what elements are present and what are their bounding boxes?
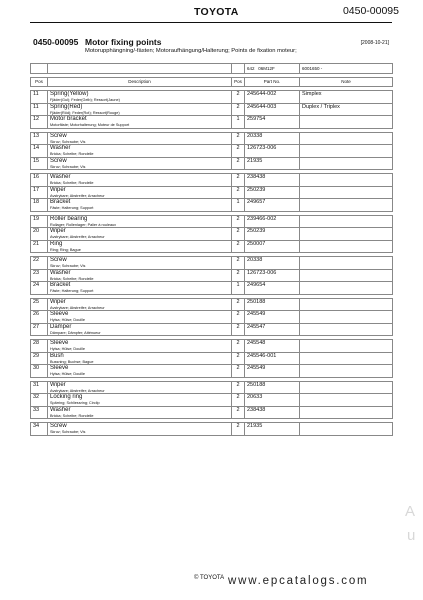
cell-description: [48, 406, 232, 419]
cell-note: [300, 186, 393, 199]
side-ghost-letter: u: [407, 527, 416, 544]
cell-part-no: 245547: [245, 323, 300, 336]
col-header-note: Note: [300, 78, 393, 87]
cell-part-no: 20633: [245, 394, 300, 407]
cell-note: [300, 340, 393, 353]
description-translations: Fäste; Halterung; Support: [50, 206, 94, 210]
section-subtitle: Motorupphängning/-fästen; Motoraufhängung/Halterung; Points de fixation moteur;: [85, 48, 297, 54]
description-translations: Bricka; Scheibe; Rondelle: [50, 152, 94, 156]
cell-description: [48, 145, 232, 158]
cell-description: [48, 199, 232, 212]
description-translations: Spärring; Schliessring; Circlip: [50, 401, 100, 405]
cell-part-no: 250239: [245, 228, 300, 241]
cell-pos: 30: [31, 365, 48, 378]
cell-qty: 2: [232, 423, 245, 436]
section-code: 0450-00095: [33, 37, 79, 47]
cell-part-no: 249657: [245, 199, 300, 212]
description-translations: Bricka; Scheibe; Rondelle: [50, 276, 94, 281]
cell-part-no: 21935: [245, 423, 300, 436]
cell-qty: 1: [232, 199, 245, 212]
description-translations: Bricka; Scheibe; Rondelle: [50, 181, 94, 185]
description-main: Bush: [50, 352, 64, 359]
description-main: Spring(Yellow): [50, 91, 89, 97]
cell-note: [300, 311, 393, 324]
description-translations: Skruv; Schraube; Vis: [50, 164, 86, 169]
table-row: [31, 186, 393, 199]
cell-qty: 2: [232, 186, 245, 199]
table-row: [31, 282, 393, 295]
description-main: Washer: [50, 174, 71, 180]
cell-pos: 21: [31, 240, 48, 253]
description-main: Sleeve: [50, 340, 69, 346]
cell-part-no: 21935: [245, 157, 300, 170]
cell-part-no: 238438: [245, 174, 300, 187]
cell-part-no: 250007: [245, 240, 300, 253]
description-main: Wiper: [50, 228, 66, 234]
description-translations: Fäste; Halterung; Support: [50, 289, 94, 293]
cell-qty: 2: [232, 215, 245, 228]
cell-note: [300, 215, 393, 228]
cell-part-no: 245644-002: [245, 91, 300, 104]
cell-description: [48, 282, 232, 295]
table-row: [31, 103, 393, 116]
parts-table: [30, 63, 393, 436]
cell-description: [48, 423, 232, 436]
cell-description: [48, 174, 232, 187]
cell-note: [300, 132, 393, 145]
description-translations: Ring; Ring; Bague: [50, 247, 81, 252]
description-main: Damper: [50, 323, 72, 330]
cell-qty: 2: [232, 91, 245, 104]
cell-description: [48, 116, 232, 129]
cell-part-no: 250239: [245, 186, 300, 199]
cell-part-no: 245546-001: [245, 352, 300, 365]
description-translations: Avstrykare; Abstreifer; Arracheur: [50, 193, 105, 198]
description-translations: Dämpare; Dämpfer; Atténueur: [50, 330, 101, 335]
cell-note: [300, 352, 393, 365]
cell-qty: 2: [232, 174, 245, 187]
description-main: Locking ring: [50, 394, 83, 400]
meta-row: [31, 64, 393, 74]
table-row: [31, 298, 393, 311]
cell-description: [48, 352, 232, 365]
table-row: [31, 381, 393, 394]
cell-pos: 22: [31, 257, 48, 270]
description-translations: Skruv; Schraube; Vis: [50, 430, 86, 434]
table-row: [31, 311, 393, 324]
description-main: Sleeve: [50, 365, 69, 371]
cell-description: [48, 340, 232, 353]
cell-description: [48, 381, 232, 394]
table-row: [31, 228, 393, 241]
cell-qty: 1: [232, 116, 245, 129]
cell-part-no: 249654: [245, 282, 300, 295]
description-translations: Rullager; Rollenlager; Palier à rouleaux: [50, 222, 117, 227]
cell-description: [48, 228, 232, 241]
cell-description: [48, 132, 232, 145]
cell-pos: 28: [31, 340, 48, 353]
cell-pos: 24: [31, 282, 48, 295]
description-translations: Avstrykare; Abstreifer; Arracheur: [50, 235, 105, 239]
header-row: [31, 78, 393, 87]
cell-note: Duplex / Triplex: [300, 103, 393, 116]
description-main: Bracket: [50, 282, 71, 288]
meta-model: 642 06M12F: [245, 64, 300, 74]
description-main: Bracket: [50, 199, 71, 205]
side-ghost-letter: A: [405, 503, 416, 520]
cell-note: [300, 145, 393, 158]
description-main: Screw: [50, 157, 67, 164]
cell-part-no: 245549: [245, 365, 300, 378]
cell-qty: 2: [232, 394, 245, 407]
description-translations: Bricka; Scheibe; Rondelle: [50, 413, 94, 418]
cell-pos: 19: [31, 215, 48, 228]
cell-qty: 2: [232, 406, 245, 419]
cell-qty: 1: [232, 282, 245, 295]
cell-pos: 26: [31, 311, 48, 324]
description-translations: Hylsa; Hülse; Douille: [50, 347, 86, 351]
cell-note: Simplex: [300, 91, 393, 104]
cell-description: [48, 269, 232, 282]
footer-logo: © TOYOTA: [194, 575, 225, 581]
description-main: Washer: [50, 269, 71, 276]
cell-note: [300, 257, 393, 270]
table-row: [31, 406, 393, 419]
col-header-pos: Pos: [31, 78, 48, 87]
section-title: Motor fixing points: [85, 37, 162, 47]
description-main: Sleeve: [50, 311, 69, 317]
table-row: [31, 174, 393, 187]
cell-qty: 2: [232, 228, 245, 241]
col-header-description: Description: [48, 78, 232, 87]
description-main: Washer: [50, 406, 71, 413]
cell-pos: 14: [31, 145, 48, 158]
description-main: Motor bracket: [50, 116, 87, 122]
cell-note: [300, 394, 393, 407]
cell-pos: 25: [31, 298, 48, 311]
cell-description: [48, 240, 232, 253]
table-row: [31, 145, 393, 158]
description-translations: Fjäder(Röd); Feder(Rot); Ressort(Rouge): [50, 110, 120, 115]
description-translations: Fjäder(Gul); Feder(Gelb); Ressort(Jaune): [50, 98, 120, 102]
cell-qty: 2: [232, 132, 245, 145]
description-main: Washer: [50, 145, 71, 151]
brand-header: TOYOTA: [194, 6, 239, 18]
description-main: Spring(Red): [50, 103, 83, 110]
table-row: [31, 269, 393, 282]
table-row: [31, 323, 393, 336]
cell-pos: 11: [31, 91, 48, 104]
cell-note: [300, 199, 393, 212]
description-translations: Skruv; Schraube; Vis: [50, 139, 86, 144]
description-main: Wiper: [50, 381, 66, 388]
cell-pos: 29: [31, 352, 48, 365]
cell-note: [300, 423, 393, 436]
description-translations: Bussning; Buchse; Bague: [50, 359, 94, 364]
cell-pos: 33: [31, 406, 48, 419]
cell-note: [300, 174, 393, 187]
description-main: Wiper: [50, 298, 66, 305]
header-rule: [30, 22, 392, 23]
cell-note: [300, 282, 393, 295]
cell-description: [48, 103, 232, 116]
cell-note: [300, 228, 393, 241]
cell-description: [48, 298, 232, 311]
cell-pos: 27: [31, 323, 48, 336]
description-translations: Avstrykare; Abstreifer; Arracheur: [50, 388, 105, 393]
description-translations: Hylsa; Hülse; Douille: [50, 318, 86, 322]
cell-qty: 2: [232, 240, 245, 253]
cell-pos: 20: [31, 228, 48, 241]
cell-pos: 16: [31, 174, 48, 187]
table-row: [31, 340, 393, 353]
cell-pos: 13: [31, 132, 48, 145]
cell-qty: 2: [232, 365, 245, 378]
table-row: [31, 423, 393, 436]
col-header-qty: Pos: [232, 78, 245, 87]
description-translations: Hylsa; Hülse; Douille: [50, 372, 86, 376]
cell-pos: 34: [31, 423, 48, 436]
cell-pos: 12: [31, 116, 48, 129]
description-translations: Avstrykare; Abstreifer; Arracheur: [50, 305, 105, 310]
cell-note: [300, 298, 393, 311]
cell-note: [300, 240, 393, 253]
cell-qty: 2: [232, 340, 245, 353]
cell-part-no: 126723-006: [245, 145, 300, 158]
description-main: Screw: [50, 423, 67, 429]
description-translations: Motorfäste; Motorhalterung; Moteur de Support: [50, 123, 130, 127]
cell-part-no: 245549: [245, 311, 300, 324]
cell-qty: 2: [232, 311, 245, 324]
cell-qty: 2: [232, 298, 245, 311]
watermark-link[interactable]: www.epcatalogs.com: [228, 575, 369, 587]
cell-description: [48, 186, 232, 199]
cell-qty: 2: [232, 269, 245, 282]
table-row: [31, 91, 393, 104]
cell-note: [300, 116, 393, 129]
cell-qty: 2: [232, 145, 245, 158]
cell-description: [48, 394, 232, 407]
cell-part-no: 250188: [245, 381, 300, 394]
description-main: Screw: [50, 257, 67, 263]
table-row: [31, 132, 393, 145]
cell-note: [300, 269, 393, 282]
meta-serial: 6001650 -: [300, 64, 393, 74]
table-row: [31, 394, 393, 407]
col-header-part: Part No.: [245, 78, 300, 87]
cell-description: [48, 157, 232, 170]
description-translations: Skruv; Schraube; Vis: [50, 264, 86, 268]
cell-note: [300, 381, 393, 394]
cell-note: [300, 157, 393, 170]
table-row: [31, 215, 393, 228]
cell-qty: 2: [232, 323, 245, 336]
cell-part-no: 20338: [245, 132, 300, 145]
doc-code: 0450-00095: [342, 5, 399, 17]
table-row: [31, 365, 393, 378]
cell-part-no: 250188: [245, 298, 300, 311]
cell-part-no: 126723-006: [245, 269, 300, 282]
cell-part-no: 259754: [245, 116, 300, 129]
description-main: Roller bearing: [50, 215, 88, 222]
cell-description: [48, 323, 232, 336]
cell-qty: 2: [232, 381, 245, 394]
description-main: Ring: [50, 240, 63, 247]
table-row: [31, 352, 393, 365]
cell-pos: 23: [31, 269, 48, 282]
cell-part-no: 238438: [245, 406, 300, 419]
table-row: [31, 240, 393, 253]
cell-note: [300, 365, 393, 378]
cell-qty: 2: [232, 157, 245, 170]
table-row: [31, 257, 393, 270]
cell-description: [48, 311, 232, 324]
cell-part-no: 20338: [245, 257, 300, 270]
cell-note: [300, 323, 393, 336]
cell-part-no: 245644-003: [245, 103, 300, 116]
cell-pos: 32: [31, 394, 48, 407]
cell-pos: 11: [31, 103, 48, 116]
cell-part-no: 239466-002: [245, 215, 300, 228]
cell-pos: 15: [31, 157, 48, 170]
table-row: [31, 116, 393, 129]
cell-part-no: 245548: [245, 340, 300, 353]
cell-pos: 17: [31, 186, 48, 199]
cell-description: [48, 91, 232, 104]
cell-qty: 2: [232, 103, 245, 116]
table-row: [31, 199, 393, 212]
section-date: [2008-10-21]: [360, 40, 389, 46]
cell-qty: 2: [232, 352, 245, 365]
cell-description: [48, 365, 232, 378]
cell-pos: 18: [31, 199, 48, 212]
cell-qty: 2: [232, 257, 245, 270]
cell-note: [300, 406, 393, 419]
table-row: [31, 157, 393, 170]
cell-pos: 31: [31, 381, 48, 394]
cell-description: [48, 257, 232, 270]
cell-description: [48, 215, 232, 228]
description-main: Screw: [50, 132, 67, 139]
description-main: Wiper: [50, 186, 66, 193]
